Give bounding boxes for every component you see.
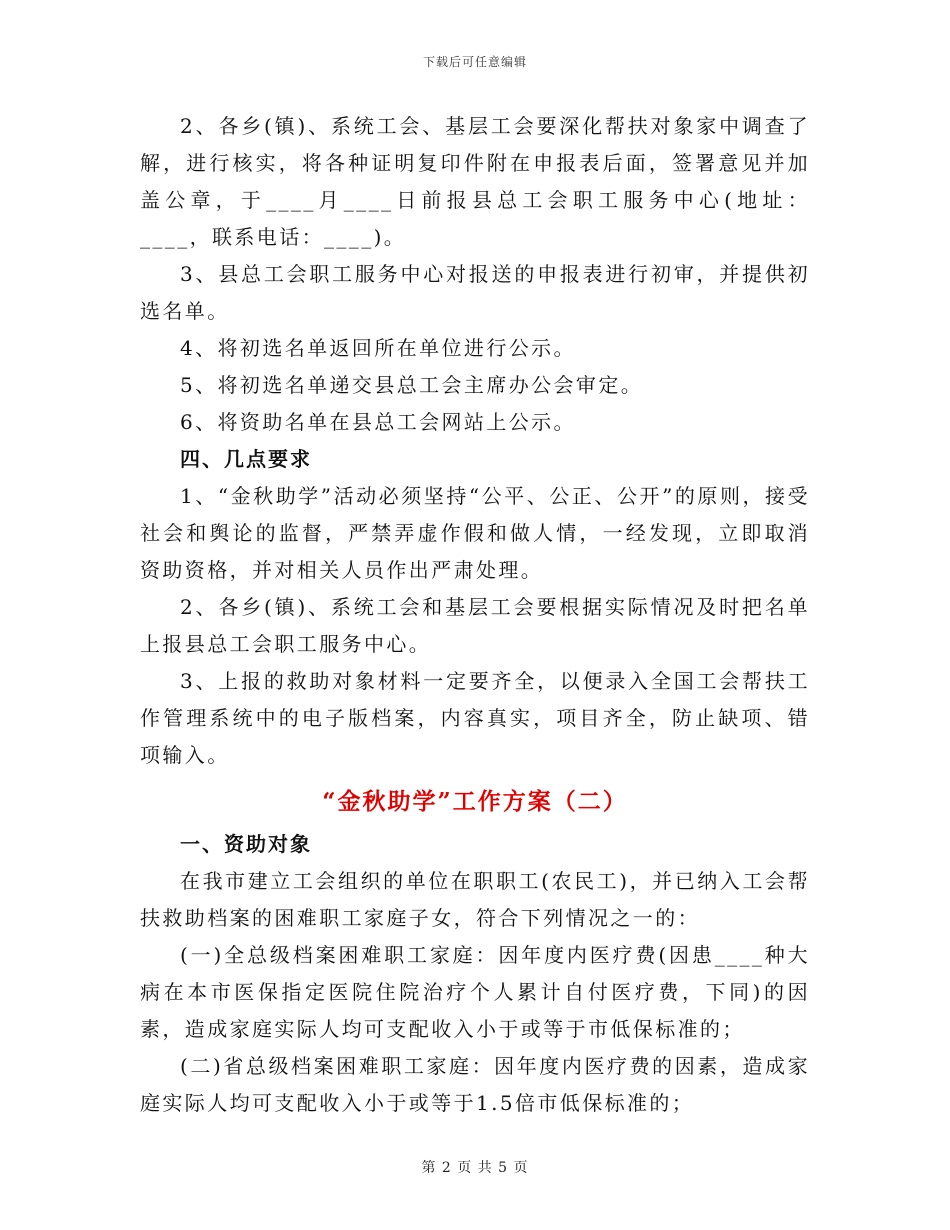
targets-intro: 在我市建立工会组织的单位在职职工(农民工)，并已纳入工会帮扶救助档案的困难职工家庭子女，符合下列情况之一的： xyxy=(140,869,810,930)
targets-item-2: (二)省总级档案困难职工家庭：因年度内医疗费的因素，造成家庭实际人均可支配收入小于或等于1.5倍市低保标准的； xyxy=(140,1054,810,1115)
paragraph-step-5: 5、将初选名单递交县总工会主席办公会审定。 xyxy=(180,373,644,397)
paragraph-step-3: 3、县总工会职工服务中心对报送的申报表进行初审，并提供初选名单。 xyxy=(140,262,810,323)
requirement-2: 2、各乡(镇)、系统工会和基层工会要根据实际情况及时把名单上报县总工会职工服务中心。 xyxy=(140,595,810,656)
page-footer: 第 2 页 共 5 页 xyxy=(421,1160,529,1176)
header-note: 下载后可任意编辑 xyxy=(422,55,527,69)
paragraph-step-6: 6、将资助名单在县总工会网站上公示。 xyxy=(180,410,576,434)
targets-item-1: (一)全总级档案困难职工家庭：因年度内医疗费(因患____种大病在本市医保指定医院住院治疗个人累计自付医疗费，下同)的因素，造成家庭实际人均可支配收入小于或等于市低保标准的； xyxy=(140,943,810,1041)
section-title: “金秋助学”工作方案（二） xyxy=(322,788,628,815)
paragraph-step-4: 4、将初选名单返回所在单位进行公示。 xyxy=(180,336,576,360)
paragraph-step-2: 2、各乡(镇)、系统工会、基层工会要深化帮扶对象家中调查了解，进行核实，将各种证明复印件附在申报表后面，签署意见并加盖公章，于____月____日前报县总工会职工服务中心(地址：____，联系电话：____)。 xyxy=(140,114,810,249)
requirement-1: 1、“金秋助学”活动必须坚持“公平、公正、公开”的原则，接受社会和舆论的监督，严禁弄虚作假和做人情，一经发现，立即取消资助资格，并对相关人员作出严肃处理。 xyxy=(140,484,810,582)
requirement-3: 3、上报的救助对象材料一定要齐全，以便录入全国工会帮扶工作管理系统中的电子版档案，内容真实，项目齐全，防止缺项、错项输入。 xyxy=(140,669,810,767)
heading-requirements: 四、几点要求 xyxy=(180,447,312,471)
heading-targets: 一、资助对象 xyxy=(180,832,312,856)
document-body xyxy=(140,108,810,1122)
